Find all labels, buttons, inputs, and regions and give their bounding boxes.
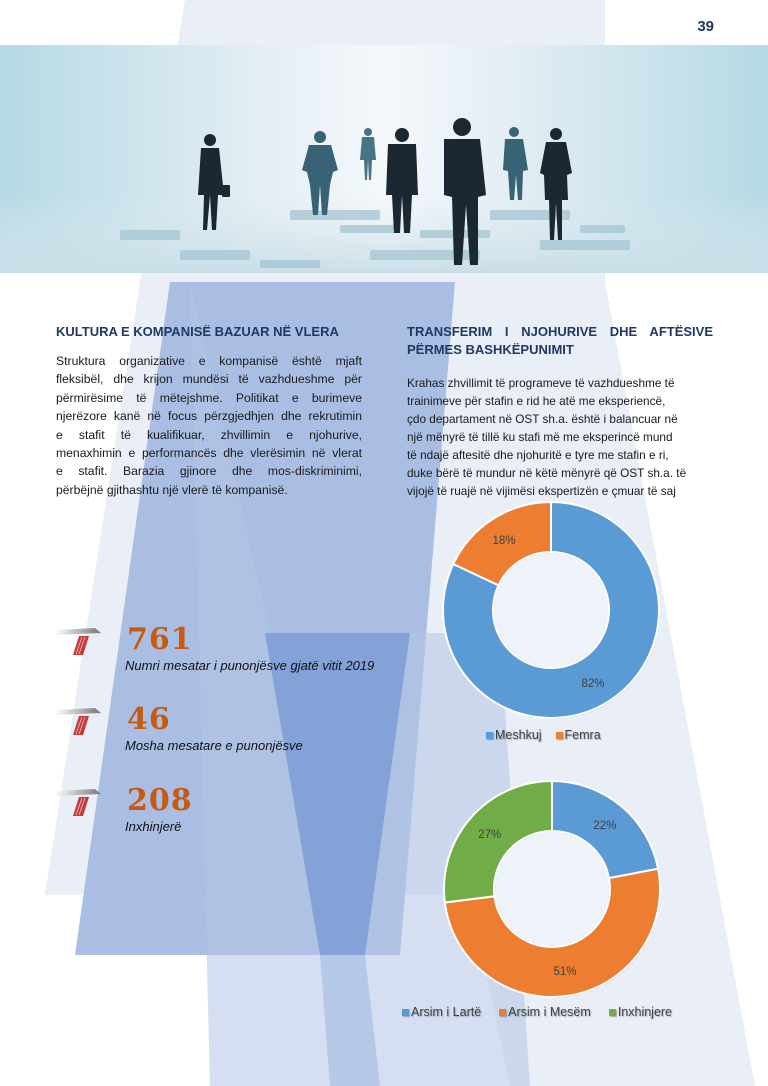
stat-average-age	[55, 702, 415, 778]
legend-item-inxhinjere	[609, 1005, 672, 1019]
donut-data-label: 82%	[581, 678, 605, 690]
donut-data-label: 27%	[478, 829, 502, 842]
text-line: duke bërë të mundur në këtë mënyrë që OST sh.a. të	[407, 466, 687, 480]
right-section-title	[407, 324, 713, 357]
legend-label: Meshkuj	[495, 728, 542, 742]
text-line: përmirësime të mëtejshme. Politikat e burimeve	[56, 390, 362, 405]
right-section-body	[407, 374, 715, 500]
ost-logo-icon	[55, 628, 103, 656]
left-section-title: KULTURA E KOMPANISË BAZUAR NË VLERA	[56, 324, 339, 339]
stat-label: Mosha mesatare e punonjësve	[125, 738, 303, 753]
text-line: Struktura organizative e kompanisë është mjaft	[56, 354, 362, 368]
text-line: njerëzore kanë në focus përzgjedhjen dhe rekrutimin	[56, 409, 362, 424]
legend-swatch	[609, 1009, 616, 1016]
donut-hole	[495, 832, 609, 946]
legend-item-femra	[556, 728, 601, 742]
stat-value: 46	[127, 702, 171, 737]
legend-label: Arsim i Mesëm	[508, 1005, 591, 1019]
text-line: vijojë të ruajë në vijimësi ekspertizën e çmuar të saj	[407, 484, 676, 498]
legend-label: Arsim i Lartë	[411, 1005, 482, 1019]
stat-label: Numri mesatar i punonjësve gjatë vitit 2019	[125, 658, 375, 673]
text-line: menaxhimin e performancës dhe vlerësimin në vlerat	[56, 446, 362, 461]
stat-value: 208	[127, 783, 193, 818]
right-title-line-2: PËRMES BASHKËPUNIMIT	[407, 342, 574, 357]
legend-label: Inxhinjere	[617, 1005, 673, 1019]
right-title-line-1: TRANSFERIM I NJOHURIVE DHE AFTËSIVE	[407, 324, 713, 339]
donut-data-label: 18%	[492, 535, 516, 547]
donut-hole	[494, 553, 608, 667]
text-line: përbëjnë gjithashtu një vlerë të kompanisë.	[56, 482, 288, 497]
text-line: të ndajë aftesitë dhe njohuritë e tyre me stafin e ri,	[407, 448, 669, 462]
ost-logo-icon	[55, 708, 103, 736]
text-line: Krahas zhvillimit të programeve të vazhdueshme të	[407, 376, 675, 390]
education-donut-chart	[441, 778, 663, 1000]
text-line: trainimeve për stafin e rid he atë me eksperiencë,	[407, 394, 666, 408]
donut-data-label: 51%	[553, 965, 577, 978]
legend-swatch	[499, 1009, 506, 1016]
text-line: e stafit. Barazia gjinore dhe mos-diskriminimi,	[56, 464, 362, 479]
gender-donut-chart	[440, 499, 662, 721]
gender-chart-legend	[486, 728, 601, 742]
legend-swatch	[556, 732, 563, 739]
stat-engineers	[55, 783, 415, 859]
ost-logo-icon	[55, 789, 103, 817]
legend-label: Femra	[564, 728, 601, 742]
stat-employees	[55, 622, 415, 698]
text-line: e stafit të kualifikuar, zhvillimin e njohurive,	[56, 427, 362, 442]
legend-item-arsim-i-larte	[402, 1005, 481, 1019]
page-number: 39	[697, 18, 714, 35]
hero-image	[0, 45, 768, 273]
text-line: çdo departament në OST sh.a. është i balancuar në	[407, 412, 678, 426]
legend-item-meshkuj	[486, 728, 542, 742]
donut-data-label: 22%	[593, 820, 617, 833]
stat-value: 761	[127, 622, 193, 657]
legend-swatch	[486, 732, 493, 739]
legend-item-arsim-i-mesem	[499, 1005, 591, 1019]
text-line: një mënyrë të tillë ku stafi më me eksperincë mund	[407, 430, 673, 444]
text-line: fleksibël, dhe krijon mundësi të vazhdueshme për	[56, 372, 362, 387]
left-section-body	[56, 352, 362, 499]
education-chart-legend	[402, 1005, 672, 1019]
stat-label: Inxhinjerë	[125, 819, 182, 834]
legend-swatch	[402, 1009, 409, 1016]
